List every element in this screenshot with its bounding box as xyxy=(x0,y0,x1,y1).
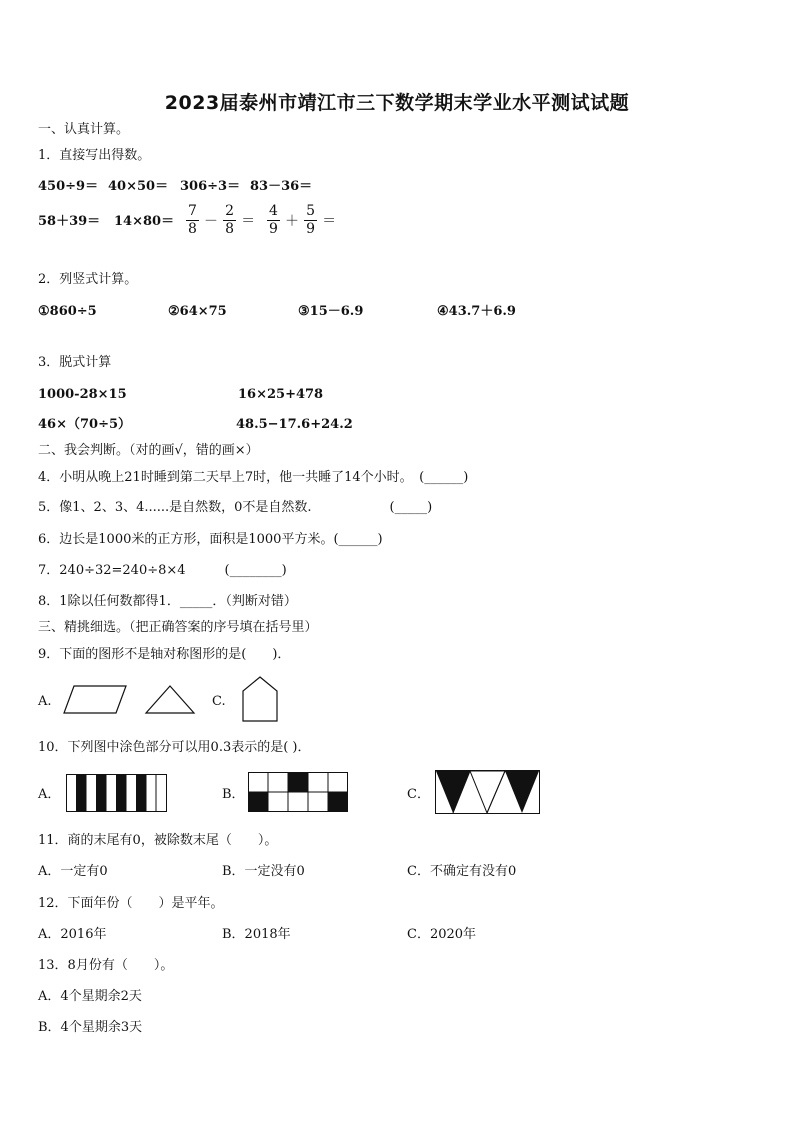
equals-sign: ＝ xyxy=(322,213,337,230)
numerator: 2 xyxy=(225,203,235,219)
question-10-label: 10．下列图中涂色部分可以用0.3表示的是( )． xyxy=(38,740,311,755)
triangle-strip-figure xyxy=(435,770,543,816)
numerator: 7 xyxy=(188,203,197,219)
numerator: 5 xyxy=(306,203,316,219)
option-item: B．一定没有0 xyxy=(222,864,305,879)
denominator: 8 xyxy=(188,221,197,237)
option-c-label: C. xyxy=(212,694,226,709)
vertical-calc-item: ③15－6.9 xyxy=(298,304,364,319)
fraction-expression-1 xyxy=(186,203,255,238)
numerator: 4 xyxy=(269,203,278,219)
question-8: 8．1除以任何数都得1．_____．（判断对错） xyxy=(38,594,297,609)
question-6: 6．边长是1000米的正方形，面积是1000平方米。(______) xyxy=(38,532,383,547)
equals-sign: ＝ xyxy=(241,213,256,230)
calc-item: 450÷9＝ xyxy=(38,179,99,194)
option-a-label: A. xyxy=(38,694,52,709)
question-4: 4．小明从晚上21时睡到第二天早上7时，他一共睡了14个小时。 (______) xyxy=(38,470,469,485)
option-item: A．4个星期余2天 xyxy=(38,989,142,1004)
calc-item: 40×50＝ xyxy=(108,179,169,194)
option-item: C．不确定有没有0 xyxy=(407,864,517,879)
question-12-label: 12．下面年份（ ）是平年。 xyxy=(38,896,224,911)
section-2-heading: 二、我会判断。（对的画√，错的画×） xyxy=(38,443,259,458)
question-3-label: 3．脱式计算 xyxy=(38,355,112,370)
step-calc-item: 48.5−17.6+24.2 xyxy=(236,417,353,432)
calc-item: 83－36＝ xyxy=(250,179,313,194)
option-item: B．4个星期余3天 xyxy=(38,1020,143,1035)
fraction xyxy=(186,203,199,238)
house-pentagon-shape xyxy=(242,676,280,724)
operator: － xyxy=(204,213,219,230)
fraction-expression-2 xyxy=(267,203,336,238)
question-11-label: 11．商的末尾有0，被除数末尾（ ）。 xyxy=(38,833,278,848)
fraction xyxy=(304,203,317,238)
striped-rectangle-figure xyxy=(66,774,170,814)
step-calc-item: 1000-28×15 xyxy=(38,387,127,402)
fraction xyxy=(267,203,280,238)
option-b-label: B． xyxy=(222,787,245,802)
question-9-label: 9．下面的图形不是轴对称图形的是( )． xyxy=(38,647,291,662)
option-item: A．一定有0 xyxy=(38,864,108,879)
question-2-label: 2．列竖式计算。 xyxy=(38,272,138,287)
option-item: A．2016年 xyxy=(38,927,107,942)
fraction xyxy=(223,203,236,238)
page-title: 2023届泰州市靖江市三下数学期末学业水平测试试题 xyxy=(164,92,630,114)
checker-grid-figure xyxy=(248,772,350,814)
step-calc-item: 46×（70÷5） xyxy=(38,417,132,432)
step-calc-item: 16×25+478 xyxy=(238,387,324,402)
denominator: 8 xyxy=(225,221,235,237)
denominator: 9 xyxy=(306,221,316,237)
vertical-calc-item: ②64×75 xyxy=(168,304,227,319)
option-item: B．2018年 xyxy=(222,927,291,942)
question-13-label: 13．8月份有（ ）。 xyxy=(38,958,174,973)
calc-item: 58＋39＝ xyxy=(38,214,101,229)
triangle-shape xyxy=(146,684,196,716)
question-5: 5．像1、2、3、4......是自然数，0不是自然数. (_____) xyxy=(38,500,433,515)
operator: ＋ xyxy=(285,213,300,230)
option-item: C．2020年 xyxy=(407,927,477,942)
vertical-calc-item: ①860÷5 xyxy=(38,304,97,319)
option-a-label: A． xyxy=(38,787,61,802)
calc-item: 306÷3＝ xyxy=(180,179,241,194)
parallelogram-shape xyxy=(64,684,128,716)
denominator: 9 xyxy=(269,221,278,237)
question-7: 7．240÷32=240÷8×4 (________) xyxy=(38,563,287,578)
section-1-heading: 一、认真计算。 xyxy=(38,122,130,137)
calc-item: 14×80＝ xyxy=(114,214,175,229)
option-c-label: C． xyxy=(407,787,430,802)
question-1-label: 1．直接写出得数。 xyxy=(38,148,151,163)
section-3-heading: 三、精挑细选。（把正确答案的序号填在括号里） xyxy=(38,620,318,635)
vertical-calc-item: ④43.7＋6.9 xyxy=(437,304,516,319)
